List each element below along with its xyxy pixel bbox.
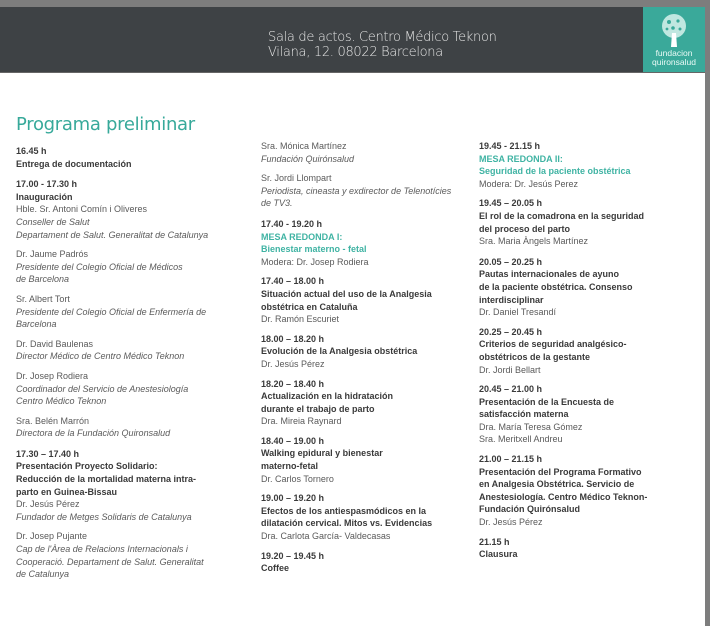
item-title: Actualización en la hidratación bbox=[261, 391, 394, 402]
item-title: satisfacción materna bbox=[479, 409, 569, 420]
program-item bbox=[261, 378, 476, 428]
program-item bbox=[479, 256, 694, 319]
tree-icon bbox=[659, 13, 689, 49]
speaker-name: Dr. Jaume Padrós bbox=[16, 249, 89, 260]
item-title: Pautas internacionales de ayuno bbox=[479, 269, 620, 280]
item-title: Inauguración bbox=[16, 191, 73, 202]
item-title: materno-fetal bbox=[261, 461, 319, 472]
session-title: MESA REDONDA II: bbox=[479, 153, 563, 164]
program-item bbox=[16, 338, 246, 363]
item-title: Evolución de la Analgesia obstétrica bbox=[261, 346, 418, 357]
program-item bbox=[479, 536, 694, 561]
speaker-role: de Barcelona bbox=[16, 274, 70, 285]
logo-text-2: quironsalud bbox=[652, 57, 696, 67]
program-item bbox=[261, 492, 476, 542]
program-item bbox=[16, 145, 246, 170]
speaker-name: Dr. Ramón Escuriet bbox=[261, 314, 340, 325]
item-time: 21.00 – 21.15 h bbox=[479, 454, 543, 465]
speaker-role: Presidente del Colegio Oficial de Médicos bbox=[16, 261, 183, 272]
speaker-role: Presidente del Colegio Oficial de Enfermería de bbox=[16, 306, 207, 317]
speaker-role: Director Médico de Centro Médico Teknon bbox=[16, 351, 185, 362]
speaker-name: Dr. Jordi Bellart bbox=[479, 364, 541, 375]
speaker-role: Cooperació. Departament de Salut. Generalitat bbox=[16, 556, 204, 567]
item-time: 19.45 - 21.15 h bbox=[479, 141, 541, 151]
session-title: Bienestar materno - fetal bbox=[261, 244, 367, 255]
header-band bbox=[0, 7, 705, 73]
item-title: Walking epidural y bienestar bbox=[261, 448, 383, 459]
item-time: 19.00 – 19.20 h bbox=[261, 493, 325, 504]
item-title: Clausura bbox=[479, 549, 518, 560]
speaker-name: Sra. Meritxell Andreu bbox=[479, 434, 563, 445]
speaker-role: Conseller de Salut bbox=[16, 216, 90, 227]
right-border bbox=[705, 0, 710, 626]
speaker-name: Modera: Dr. Josep Rodiera bbox=[261, 256, 369, 267]
speaker-role: Periodista, cineasta y exdirector de Telenotícies bbox=[261, 185, 452, 196]
program-item bbox=[16, 448, 246, 524]
item-time: 16.45 h bbox=[16, 146, 47, 156]
item-title: Presentación de la Encuesta de bbox=[479, 396, 615, 407]
program-item bbox=[261, 218, 476, 268]
item-time: 21.15 h bbox=[479, 536, 510, 547]
speaker-name: Hble. Sr. Antoni Comín i Oliveres bbox=[16, 204, 148, 215]
item-time: 20.45 – 21.00 h bbox=[479, 384, 543, 395]
item-title: Presentación Proyecto Solidario: bbox=[16, 461, 158, 472]
item-time: 20.05 – 20.25 h bbox=[479, 256, 543, 267]
speaker-name: Sra. Maria Àngels Martínez bbox=[479, 236, 589, 247]
speaker-role: Cap de l'Àrea de Relacions Internacionals i bbox=[16, 544, 188, 555]
speaker-name: Dr. Josep Pujante bbox=[16, 531, 88, 542]
speaker-role: Departament de Salut. Generalitat de Catalunya bbox=[16, 229, 209, 240]
item-title: obstétrica en Cataluña bbox=[261, 301, 358, 312]
item-time: 18.40 – 19.00 h bbox=[261, 435, 325, 446]
item-time: 17.40 - 19.20 h bbox=[261, 218, 323, 229]
venue-line-1: Sala de actos. Centro Médico Teknon bbox=[268, 30, 497, 45]
speaker-name: Dr. David Baulenas bbox=[16, 338, 94, 349]
speaker-role: Barcelona bbox=[16, 319, 57, 330]
top-border bbox=[0, 0, 710, 7]
speaker-role: Fundador de Metges Solidaris de Catalunya bbox=[16, 511, 192, 522]
program-item bbox=[479, 453, 694, 529]
item-title: Reducción de la mortalidad materna intra- bbox=[16, 474, 197, 485]
item-title: Fundación Quirónsalud bbox=[479, 504, 580, 515]
program-item bbox=[16, 415, 246, 440]
item-time: 20.25 – 20.45 h bbox=[479, 326, 543, 337]
program-item bbox=[16, 530, 246, 580]
speaker-name: Dr. Jesús Pérez bbox=[261, 358, 325, 369]
program-item bbox=[261, 550, 476, 575]
item-title: interdisciplinar bbox=[479, 294, 544, 305]
item-title: Criterios de seguridad analgésico- bbox=[479, 339, 627, 350]
item-title: durante el trabajo de parto bbox=[261, 403, 375, 414]
program-item bbox=[261, 333, 476, 371]
speaker-name: Dr. Josep Rodiera bbox=[16, 370, 89, 381]
item-title: Entrega de documentación bbox=[16, 158, 132, 169]
session-title: Seguridad de la paciente obstétrica bbox=[479, 166, 631, 177]
item-title: del proceso del parto bbox=[479, 223, 571, 234]
program-column-1 bbox=[16, 145, 246, 588]
program-item bbox=[261, 435, 476, 485]
program-item bbox=[16, 370, 246, 408]
program-item bbox=[261, 140, 476, 165]
program-item bbox=[261, 275, 476, 325]
speaker-role: Directora de la Fundación Quironsalud bbox=[16, 428, 171, 439]
item-time: 19.20 – 19.45 h bbox=[261, 550, 325, 561]
speaker-role: Centro Médico Teknon bbox=[16, 396, 107, 407]
speaker-name: Dra. Carlota García- Valdecasas bbox=[261, 531, 391, 542]
speaker-name: Dra. Mireia Raynard bbox=[261, 416, 342, 427]
item-title: Anestesiología. Centro Médico Teknon- bbox=[479, 491, 648, 502]
speaker-name: Sra. Belén Marrón bbox=[16, 415, 90, 426]
item-time: 17.40 – 18.00 h bbox=[261, 276, 325, 287]
speaker-role: Fundación Quirónsalud bbox=[261, 153, 355, 164]
item-title: parto en Guinea-Bissau bbox=[16, 486, 118, 497]
item-title: Coffee bbox=[261, 563, 290, 574]
item-title: en Analgesia Obstétrica. Servicio de bbox=[479, 479, 635, 490]
item-time: 17.00 - 17.30 h bbox=[16, 179, 78, 190]
fundacion-quironsalud-logo bbox=[643, 7, 705, 72]
speaker-name: Dr. Jesús Pérez bbox=[479, 517, 543, 528]
program-item bbox=[16, 248, 246, 286]
program-column-3 bbox=[479, 140, 694, 568]
item-title: de la paciente obstétrica. Consenso bbox=[479, 281, 633, 292]
program-item bbox=[479, 326, 694, 376]
program-item bbox=[16, 293, 246, 331]
item-time: 17.30 – 17.40 h bbox=[16, 448, 80, 459]
speaker-name: Sr. Jordi Llompart bbox=[261, 173, 332, 184]
speaker-name: Dra. María Teresa Gómez bbox=[479, 421, 583, 432]
item-title: dilatación cervical. Mitos vs. Evidencias bbox=[261, 518, 433, 529]
venue-line-2: Vilana, 12. 08022 Barcelona bbox=[268, 45, 443, 60]
item-title: El rol de la comadrona en la seguridad bbox=[479, 210, 645, 221]
speaker-role: Coordinador del Servicio de Anestesiología bbox=[16, 383, 189, 394]
speaker-name: Dr. Daniel Tresandí bbox=[479, 307, 557, 318]
item-time: 18.00 – 18.20 h bbox=[261, 333, 325, 344]
item-time: 19.45 – 20.05 h bbox=[479, 198, 543, 209]
program-item bbox=[479, 140, 694, 190]
program-item bbox=[479, 383, 694, 446]
item-time: 18.20 – 18.40 h bbox=[261, 378, 325, 389]
item-title: Situación actual del uso de la Analgesia bbox=[261, 288, 432, 299]
speaker-name: Sra. Mónica Martínez bbox=[261, 141, 347, 151]
speaker-role: de TV3. bbox=[261, 198, 293, 209]
program-column-2 bbox=[261, 140, 476, 582]
item-title: obstétricos de la gestante bbox=[479, 351, 591, 362]
speaker-name: Modera: Dr. Jesús Perez bbox=[479, 178, 579, 189]
speaker-name: Dr. Carlos Tornero bbox=[261, 473, 334, 484]
venue-address bbox=[268, 30, 497, 60]
speaker-name: Sr. Albert Tort bbox=[16, 293, 70, 304]
page-title: Programa preliminar bbox=[16, 114, 195, 135]
logo-text-1: fundacion bbox=[655, 48, 693, 58]
program-item bbox=[16, 178, 246, 241]
speaker-name: Dr. Jesús Pérez bbox=[16, 499, 80, 510]
program-item bbox=[261, 172, 476, 210]
item-title: Presentación del Programa Formativo bbox=[479, 466, 642, 477]
item-title: Efectos de los antiespasmódicos en la bbox=[261, 505, 427, 516]
speaker-role: de Catalunya bbox=[16, 569, 70, 580]
program-item bbox=[479, 197, 694, 247]
session-title: MESA REDONDA I: bbox=[261, 231, 343, 242]
